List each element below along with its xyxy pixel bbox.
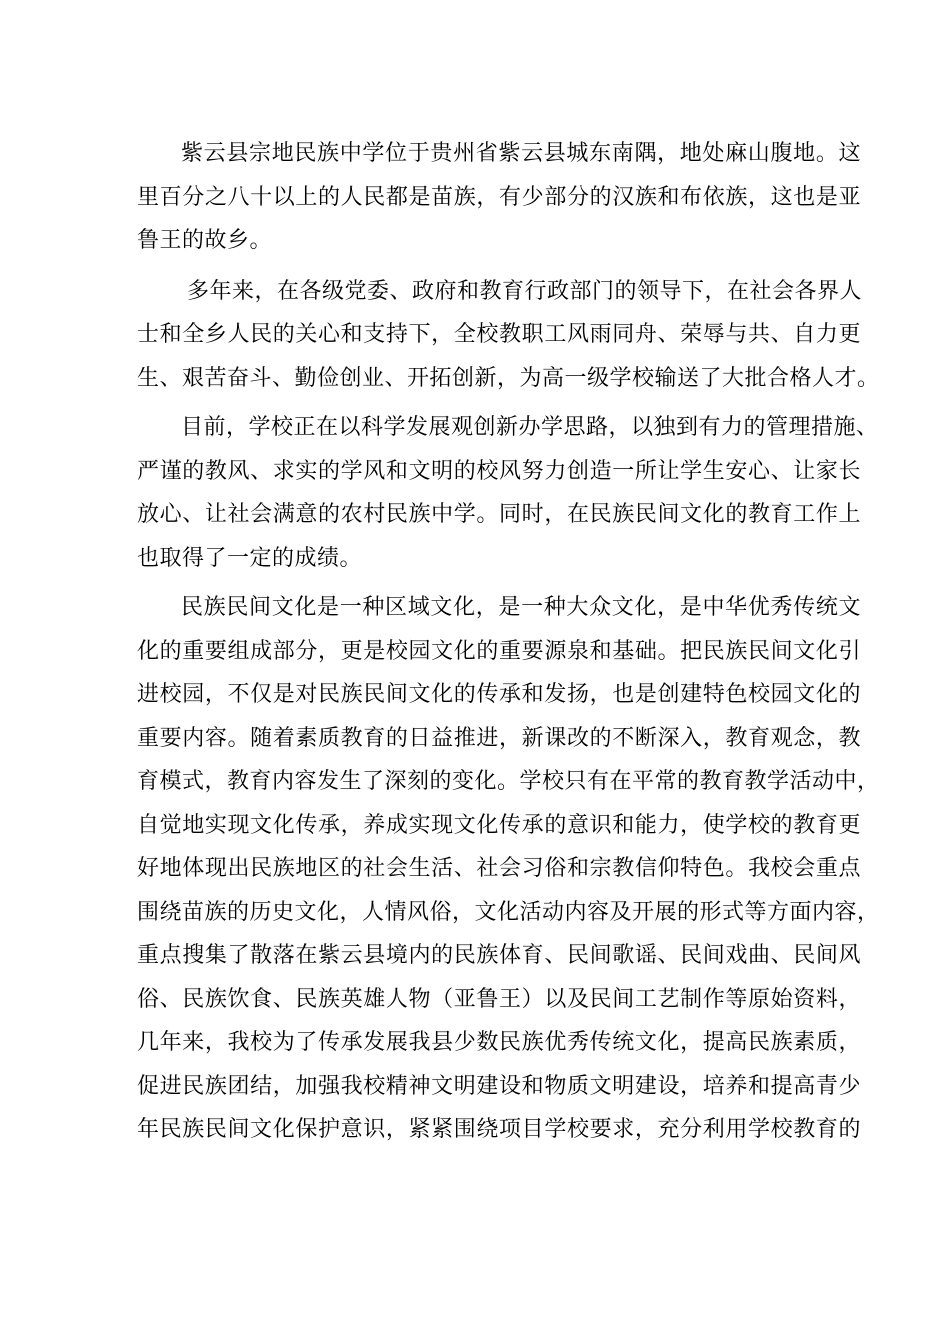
- text-line: 里百分之八十以上的人民都是苗族，有少部分的汉族和布依族，这也是亚: [137, 184, 861, 210]
- text-line: 育模式，教育内容发生了深刻的变化。学校只有在平常的教育教学活动中，: [137, 769, 880, 794]
- text-line: 几年来，我校为了传承发展我县少数民族优秀传统文化，提高民族素质，: [137, 1030, 861, 1055]
- text-line: 年民族民间文化保护意识，紧紧围绕项目学校要求，充分利用学校教育的: [137, 1117, 861, 1142]
- document-body: [137, 132, 880, 1152]
- text-line: 放心、让社会满意的农村民族中学。同时，在民族民间文化的教育工作上: [137, 502, 861, 527]
- text-line: 也取得了一定的成绩。: [137, 545, 363, 571]
- text-line: 自觉地实现文化传承，养成实现文化传承的意识和能力，使学校的教育更: [137, 812, 861, 838]
- paragraph-folk-culture: [137, 586, 880, 1152]
- text-line: 进校园，不仅是对民族民间文化的传承和发扬，也是创建特色校园文化的: [137, 682, 861, 707]
- text-line: 围绕苗族的历史文化，人情风俗，文化活动内容及开展的形式等方面内容，: [137, 899, 880, 925]
- text-line: 好地体现出民族地区的社会生活、社会习俗和宗教信仰特色。我校会重点: [137, 856, 861, 881]
- paragraph-school-history: [137, 270, 880, 401]
- text-line: 化的重要组成部分，更是校园文化的重要源泉和基础。把民族民间文化引: [137, 638, 861, 664]
- text-line: 俗、民族饮食、民族英雄人物（亚鲁王）以及民间工艺制作等原始资料，: [137, 986, 861, 1012]
- text-line: 紫云县宗地民族中学位于贵州省紫云县城东南隅，地处麻山腹地。这: [181, 141, 861, 166]
- paragraph-current-status: [137, 406, 879, 580]
- text-line: 严谨的教风、求实的学风和文明的校风努力创造一所让学生安心、让家长: [137, 458, 861, 484]
- text-line: 重点搜集了散落在紫云县境内的民族体育、民间歌谣、民间戏曲、民间风: [137, 943, 861, 968]
- text-line: 生、艰苦奋斗、勤俭创业、开拓创新，为高一级学校输送了大批合格人才。: [137, 365, 880, 391]
- text-line: 鲁王的故乡。: [137, 228, 273, 253]
- text-line: 民族民间文化是一种区域文化，是一种大众文化，是中华优秀传统文: [181, 595, 861, 620]
- text-line: 重要内容。随着素质教育的日益推进，新课改的不断深入，教育观念，教: [137, 725, 861, 751]
- paragraph-school-location: [137, 132, 861, 263]
- text-line: 多年来，在各级党委、政府和教育行政部门的领导下，在社会各界人: [187, 278, 863, 304]
- text-line: 士和全乡人民的关心和支持下，全校教职工风雨同舟、荣辱与共、自力更: [137, 322, 861, 347]
- text-line: 目前，学校正在以科学发展观创新办学思路，以独到有力的管理措施、: [181, 415, 879, 440]
- text-line: 促进民族团结，加强我校精神文明建设和物质文明建设，培养和提高青少: [137, 1073, 861, 1099]
